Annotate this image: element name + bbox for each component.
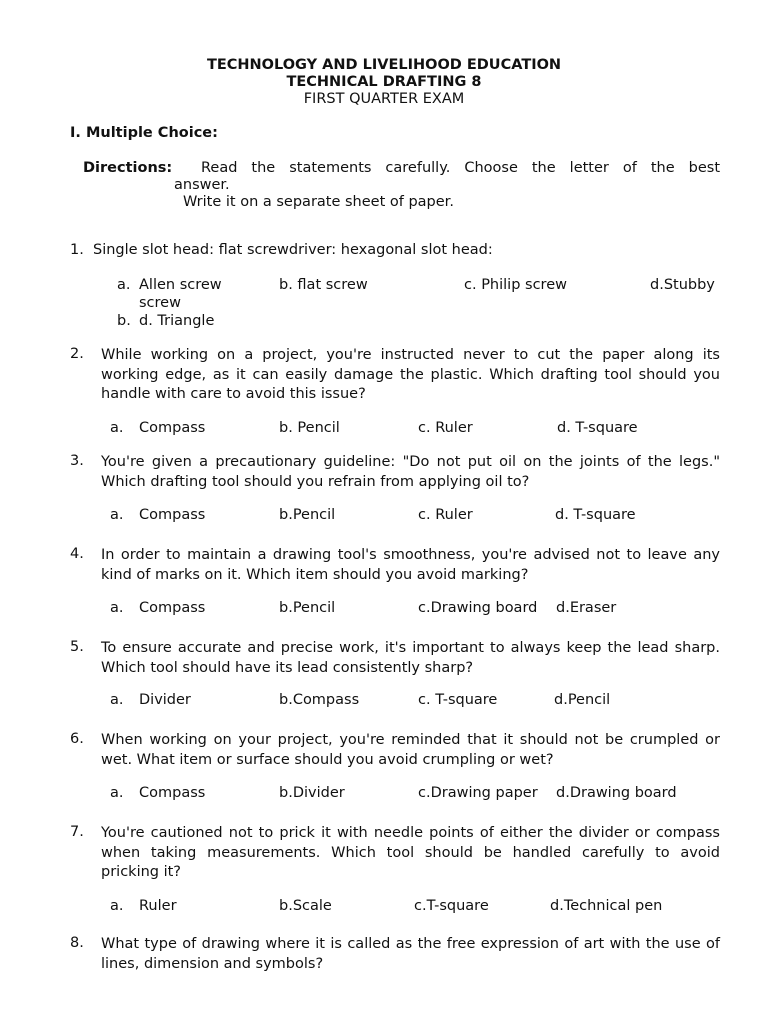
option-b: b.Compass (279, 692, 360, 708)
option-marker: b. (117, 313, 131, 329)
question-text: To ensure accurate and precise work, it's important to always keep the lead sharp. Which tool should have its lead consistently sharp? (101, 640, 720, 676)
option-b: b.Divider (279, 785, 345, 801)
question-number: 7. (70, 824, 84, 840)
option-d-wrap: screw (139, 295, 181, 311)
option-marker: a. (110, 600, 124, 616)
option-a: Compass (139, 600, 206, 616)
exam-title-subject: TECHNOLOGY AND LIVELIHOOD EDUCATION (206, 57, 562, 73)
option-c: c. Ruler (418, 507, 473, 523)
question-text: Single slot head: flat screwdriver: hexagonal slot head: (93, 242, 493, 258)
option-a: Divider (139, 692, 191, 708)
exam-title-quarter: FIRST QUARTER EXAM (303, 91, 465, 107)
option-c: c.T-square (414, 898, 489, 914)
option-b: b. flat screw (279, 277, 368, 293)
option-marker: a. (110, 507, 124, 523)
option-marker: a. (110, 785, 124, 801)
question-text: When working on your project, you're reminded that it should not be crumpled or wet. What item or surface should you avoid crumpling or wet? (101, 732, 720, 768)
question-number: 3. (70, 453, 84, 469)
directions-text: Read the statements carefully. Choose the letter of the best (201, 160, 720, 176)
option-a: Ruler (139, 898, 177, 914)
option-c: c. Ruler (418, 420, 473, 436)
option-b: b.Pencil (279, 507, 336, 523)
question-number: 1. (70, 242, 84, 258)
question-number: 8. (70, 935, 84, 951)
option-b: b. Pencil (279, 420, 340, 436)
option-d: d.Technical pen (550, 898, 663, 914)
option-marker: a. (110, 898, 124, 914)
option-marker: a. (117, 277, 131, 293)
option-c: c.Drawing board (418, 600, 538, 616)
section-heading: I. Multiple Choice: (70, 125, 218, 141)
question-text: In order to maintain a drawing tool's smoothness, you're advised not to leave any kind of marks on it. Which item should you avoid marking? (101, 547, 720, 583)
option-a: Compass (139, 785, 206, 801)
option-d: d.Stubby (650, 277, 715, 293)
directions-text-wrap: answer. (174, 177, 230, 193)
question-text: What type of drawing where it is called as the free expression of art with the use of lines, dimension and symbols? (101, 936, 720, 972)
option-c: c. T-square (418, 692, 498, 708)
option-d: d.Eraser (556, 600, 617, 616)
question-number: 5. (70, 639, 84, 655)
option-marker: a. (110, 420, 124, 436)
option-d: d.Drawing board (556, 785, 677, 801)
exam-title-course: TECHNICAL DRAFTING 8 (286, 74, 482, 90)
option-d: d.Pencil (554, 692, 611, 708)
option-a: Compass (139, 507, 206, 523)
directions-label: Directions: (83, 160, 173, 176)
question-number: 6. (70, 731, 84, 747)
option-c: c. Philip screw (464, 277, 567, 293)
option-b: b.Pencil (279, 600, 336, 616)
option-b: b.Scale (279, 898, 332, 914)
question-text: You're cautioned not to prick it with needle points of either the divider or compass when taking measurements. Which tool should be handled carefully to avoid pricking it? (101, 825, 720, 880)
question-number: 2. (70, 346, 84, 362)
question-text: You're given a precautionary guideline: "Do not put oil on the joints of the legs." Which drafting tool should you refrain from applying oil to? (101, 454, 720, 490)
option-d: d. T-square (555, 507, 636, 523)
directions-text-2: Write it on a separate sheet of paper. (183, 194, 454, 210)
option-a: Allen screw (139, 277, 222, 293)
option-marker: a. (110, 692, 124, 708)
question-text: While working on a project, you're instructed never to cut the paper along its working edge, as it can easily damage the plastic. Which drafting tool should you handle with care to avoid this issue? (101, 347, 720, 402)
option-a: Compass (139, 420, 206, 436)
option-d: d. T-square (557, 420, 638, 436)
option-c: c.Drawing paper (418, 785, 538, 801)
option-e: d. Triangle (139, 313, 215, 329)
question-number: 4. (70, 546, 84, 562)
